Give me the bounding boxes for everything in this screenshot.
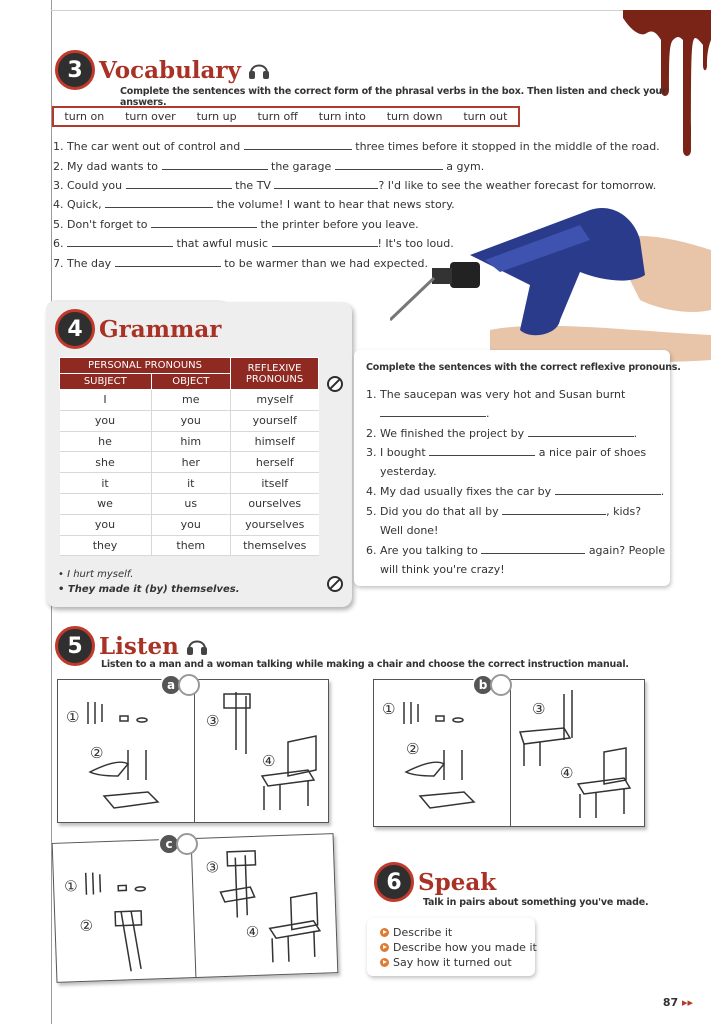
paint-drip-decoration [611, 0, 711, 160]
grammar-item-5: 5. Did you do that all by , kids? [366, 505, 642, 518]
answer-blank[interactable] [115, 257, 221, 267]
section-title: Vocabulary [99, 56, 241, 84]
grammar-item-3: 3. I bought a nice pair of shoes [366, 446, 647, 459]
word-item: turn out [463, 110, 508, 123]
answer-blank[interactable] [380, 407, 486, 417]
section-title: Speak [418, 868, 497, 896]
step-number: ③ [532, 700, 546, 718]
grammar-example-1: • I hurt myself. [58, 569, 134, 580]
speak-instruction: Talk in pairs about something you've made. [423, 897, 649, 908]
step-number: ④ [560, 764, 574, 782]
option-b-badge[interactable]: b [472, 674, 512, 696]
word-item: turn down [386, 110, 443, 123]
section-number: 3 [55, 50, 95, 90]
table-row: she her herself [60, 452, 319, 473]
grammar-item-6: 6. Are you talking to again? People [366, 544, 666, 557]
table-row: he him himself [60, 431, 319, 452]
section-number: 6 [374, 862, 414, 902]
speak-heading [374, 862, 496, 902]
word-item: turn on [64, 110, 105, 123]
grammar-item-5-cont: Well done! [380, 524, 439, 537]
vocab-sentence-6: 6. that awful music ! It's too loud. [53, 237, 454, 250]
step-number: ④ [262, 752, 276, 770]
answer-blank[interactable] [555, 485, 661, 495]
answer-blank[interactable] [151, 218, 257, 228]
word-item: turn into [318, 110, 366, 123]
answer-blank[interactable] [272, 237, 378, 247]
step-number: ④ [245, 922, 260, 942]
section-title: Grammar [99, 315, 222, 343]
chair-assembly-drawing [53, 834, 340, 984]
manual-option-b[interactable] [373, 679, 645, 827]
step-number: ① [63, 877, 78, 896]
table-row: you you yourselves [60, 514, 319, 535]
speak-bullet: Describe how you made it [380, 941, 537, 954]
speak-bullet: Say how it turned out [380, 956, 512, 969]
play-bullet-icon [380, 943, 389, 952]
section-number: 4 [55, 309, 95, 349]
no-entry-icon [327, 576, 343, 592]
page-number: 87 ▸▸ [662, 996, 693, 1009]
vocabulary-heading [55, 50, 271, 90]
grammar-item-4: 4. My dad usually fixes the car by . [366, 485, 665, 498]
grammar-instruction: Complete the sentences with the correct reflexive pronouns. [366, 362, 681, 373]
vocab-sentence-4: 4. Quick, the volume! I want to hear that news story. [53, 198, 455, 211]
speak-bullet: Describe it [380, 926, 452, 939]
vocab-instruction: Complete the sentences with the correct form of the phrasal verbs in the box. Then listen and check your answers. [120, 86, 667, 108]
grammar-item-1: 1. The saucepan was very hot and Susan burnt [366, 388, 626, 401]
answer-blank[interactable] [244, 140, 352, 150]
table-row: we us ourselves [60, 493, 319, 514]
answer-blank[interactable] [162, 160, 268, 170]
step-number: ③ [206, 712, 220, 730]
vocab-sentence-2: 2. My dad wants to the garage a gym. [53, 160, 485, 173]
header-subject: SUBJECT [60, 374, 152, 390]
vocab-sentence-1: 1. The car went out of control and three times before it stopped in the middle of the road. [53, 140, 660, 153]
step-number: ② [90, 744, 104, 762]
manual-option-a[interactable] [57, 679, 329, 823]
answer-blank[interactable] [67, 237, 173, 247]
drill-photo [390, 200, 711, 365]
option-a-badge[interactable]: a [160, 674, 200, 696]
answer-blank[interactable] [126, 179, 232, 189]
table-row: they them themselves [60, 535, 319, 556]
grammar-example-2: • They made it (by) themselves. [58, 584, 240, 595]
play-bullet-icon [380, 928, 389, 937]
section-title: Listen [99, 632, 179, 660]
manual-option-c[interactable] [52, 833, 339, 983]
table-row: you you yourself [60, 410, 319, 431]
step-number: ① [382, 700, 396, 718]
vocab-sentence-3: 3. Could you the TV ? I'd like to see the weather forecast for tomorrow. [53, 179, 657, 192]
listen-instruction: Listen to a man and a woman talking while making a chair and choose the correct instruction manual. [101, 659, 629, 670]
word-item: turn up [196, 110, 237, 123]
pronoun-table [59, 357, 319, 556]
answer-blank[interactable] [105, 198, 213, 208]
answer-circle[interactable] [490, 674, 512, 696]
table-row: it it itself [60, 473, 319, 494]
grammar-item-6-cont: will think you're crazy! [380, 563, 505, 576]
step-number: ② [406, 740, 420, 758]
answer-circle[interactable] [178, 674, 200, 696]
word-item: turn over [125, 110, 176, 123]
grammar-item-2: 2. We finished the project by . [366, 427, 638, 440]
header-personal: PERSONAL PRONOUNS [60, 358, 231, 374]
answer-blank[interactable] [429, 446, 535, 456]
no-entry-icon [327, 376, 343, 392]
section-number: 5 [55, 626, 95, 666]
answer-blank[interactable] [528, 427, 634, 437]
answer-blank[interactable] [502, 505, 606, 515]
header-reflexive: REFLEXIVE PRONOUNS [231, 358, 319, 390]
next-page-icon: ▸▸ [678, 996, 693, 1009]
step-number: ② [79, 916, 94, 936]
headphones-icon [247, 59, 271, 81]
grammar-item-3-cont: yesterday. [380, 465, 437, 478]
answer-circle[interactable] [176, 833, 198, 855]
grammar-item-1-cont: . [380, 407, 490, 420]
vocab-sentence-7: 7. The day to be warmer than we had expected. [53, 257, 428, 270]
step-number: ③ [205, 858, 220, 877]
play-bullet-icon [380, 958, 389, 967]
option-c-badge[interactable]: c [158, 833, 198, 855]
answer-blank[interactable] [335, 160, 443, 170]
grammar-heading [55, 309, 221, 349]
step-number: ① [66, 708, 80, 726]
word-box [52, 106, 520, 127]
answer-blank[interactable] [274, 179, 378, 189]
table-row: I me myself [60, 390, 319, 411]
headphones-icon [185, 635, 209, 657]
answer-blank[interactable] [481, 544, 585, 554]
word-item: turn off [257, 110, 298, 123]
header-object: OBJECT [151, 374, 230, 390]
vocab-sentence-5: 5. Don't forget to the printer before you leave. [53, 218, 419, 231]
